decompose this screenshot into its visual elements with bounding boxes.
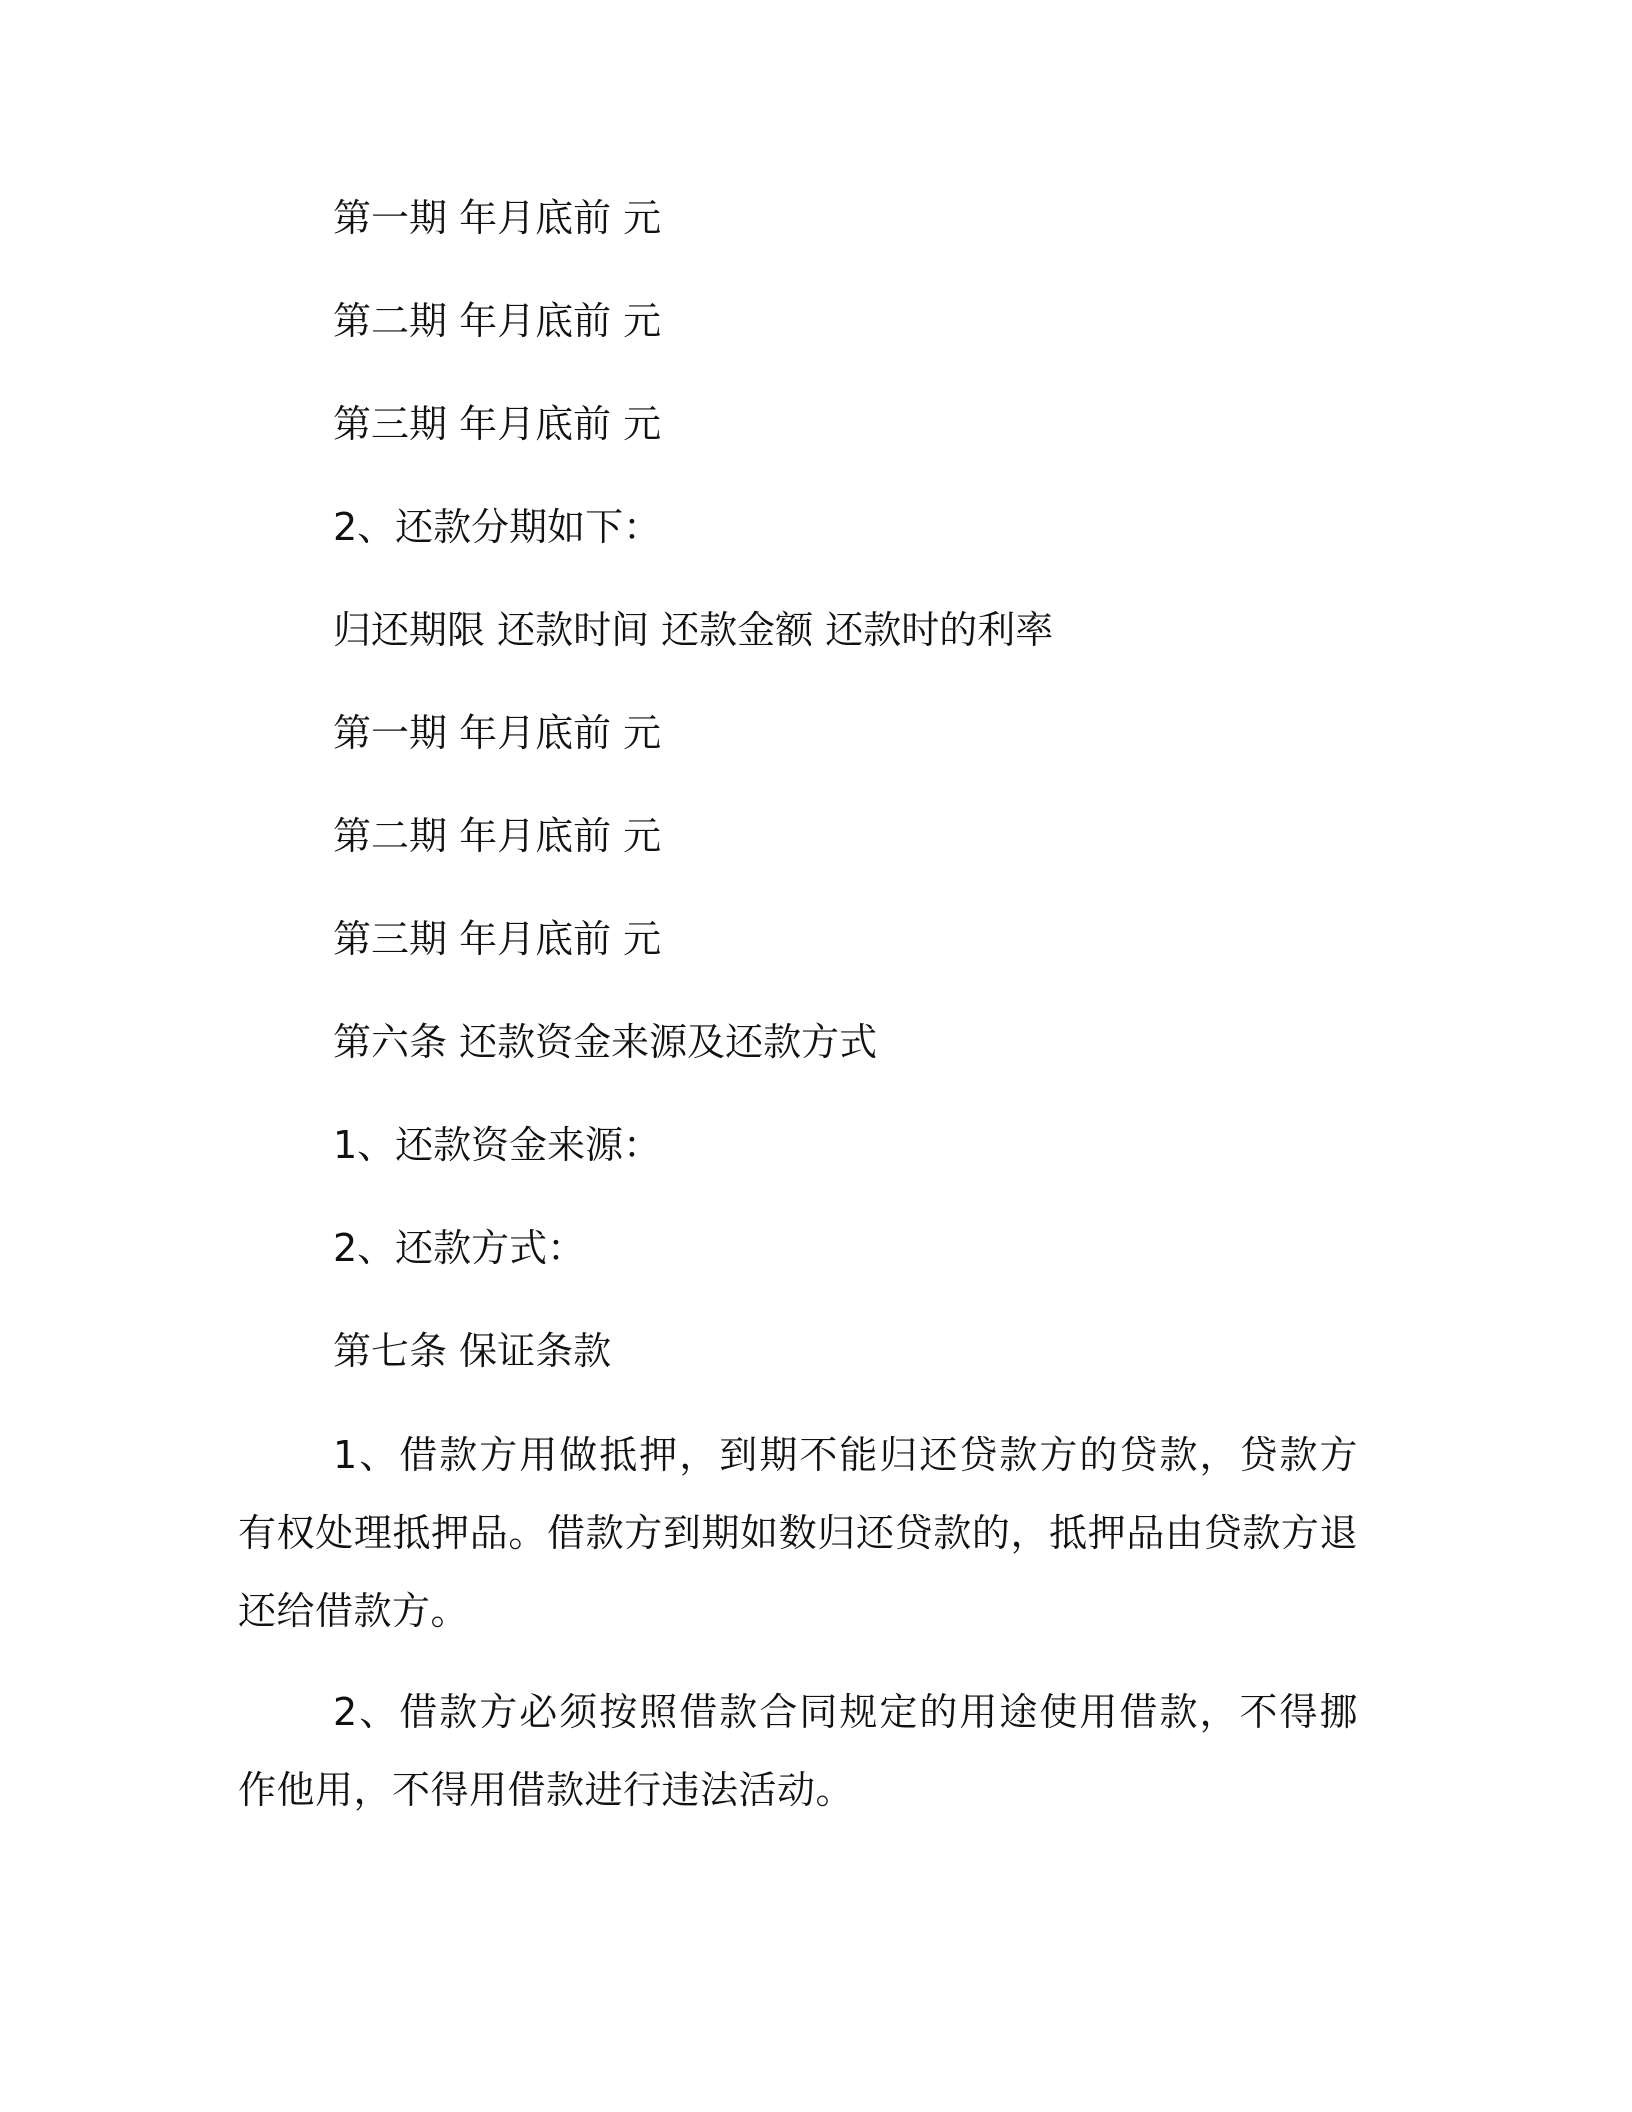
repayment-line-period-3: 第三期 年月底前 元 [333,917,662,961]
repayment-line-period-1: 第一期 年月底前 元 [333,711,662,755]
schedule-line-period-3: 第三期 年月底前 元 [333,402,662,446]
schedule-line-period-2: 第二期 年月底前 元 [333,299,662,343]
repayment-source-item: 1、还款资金来源： [333,1123,662,1167]
article-7-heading: 第七条 保证条款 [333,1329,612,1373]
article-6-heading: 第六条 还款资金来源及还款方式 [333,1020,878,1064]
repayment-table-header: 归还期限 还款时间 还款金额 还款时的利率 [333,608,1054,652]
guarantee-clause-1: 1、借款方用做抵押，到期不能归还贷款方的贷款，贷款方有权处理抵押品。借款方到期如数归还贷款的，抵押品由贷款方退还给借款方。 [238,1433,1358,1633]
repayment-installments-heading: 2、还款分期如下： [333,505,662,549]
guarantee-clause-2: 2、借款方必须按照借款合同规定的用途使用借款，不得挪作他用，不得用借款进行违法活动。 [238,1690,1358,1812]
repayment-line-period-2: 第二期 年月底前 元 [333,814,662,858]
schedule-line-period-1: 第一期 年月底前 元 [333,196,662,240]
repayment-method-item: 2、还款方式： [333,1226,586,1270]
